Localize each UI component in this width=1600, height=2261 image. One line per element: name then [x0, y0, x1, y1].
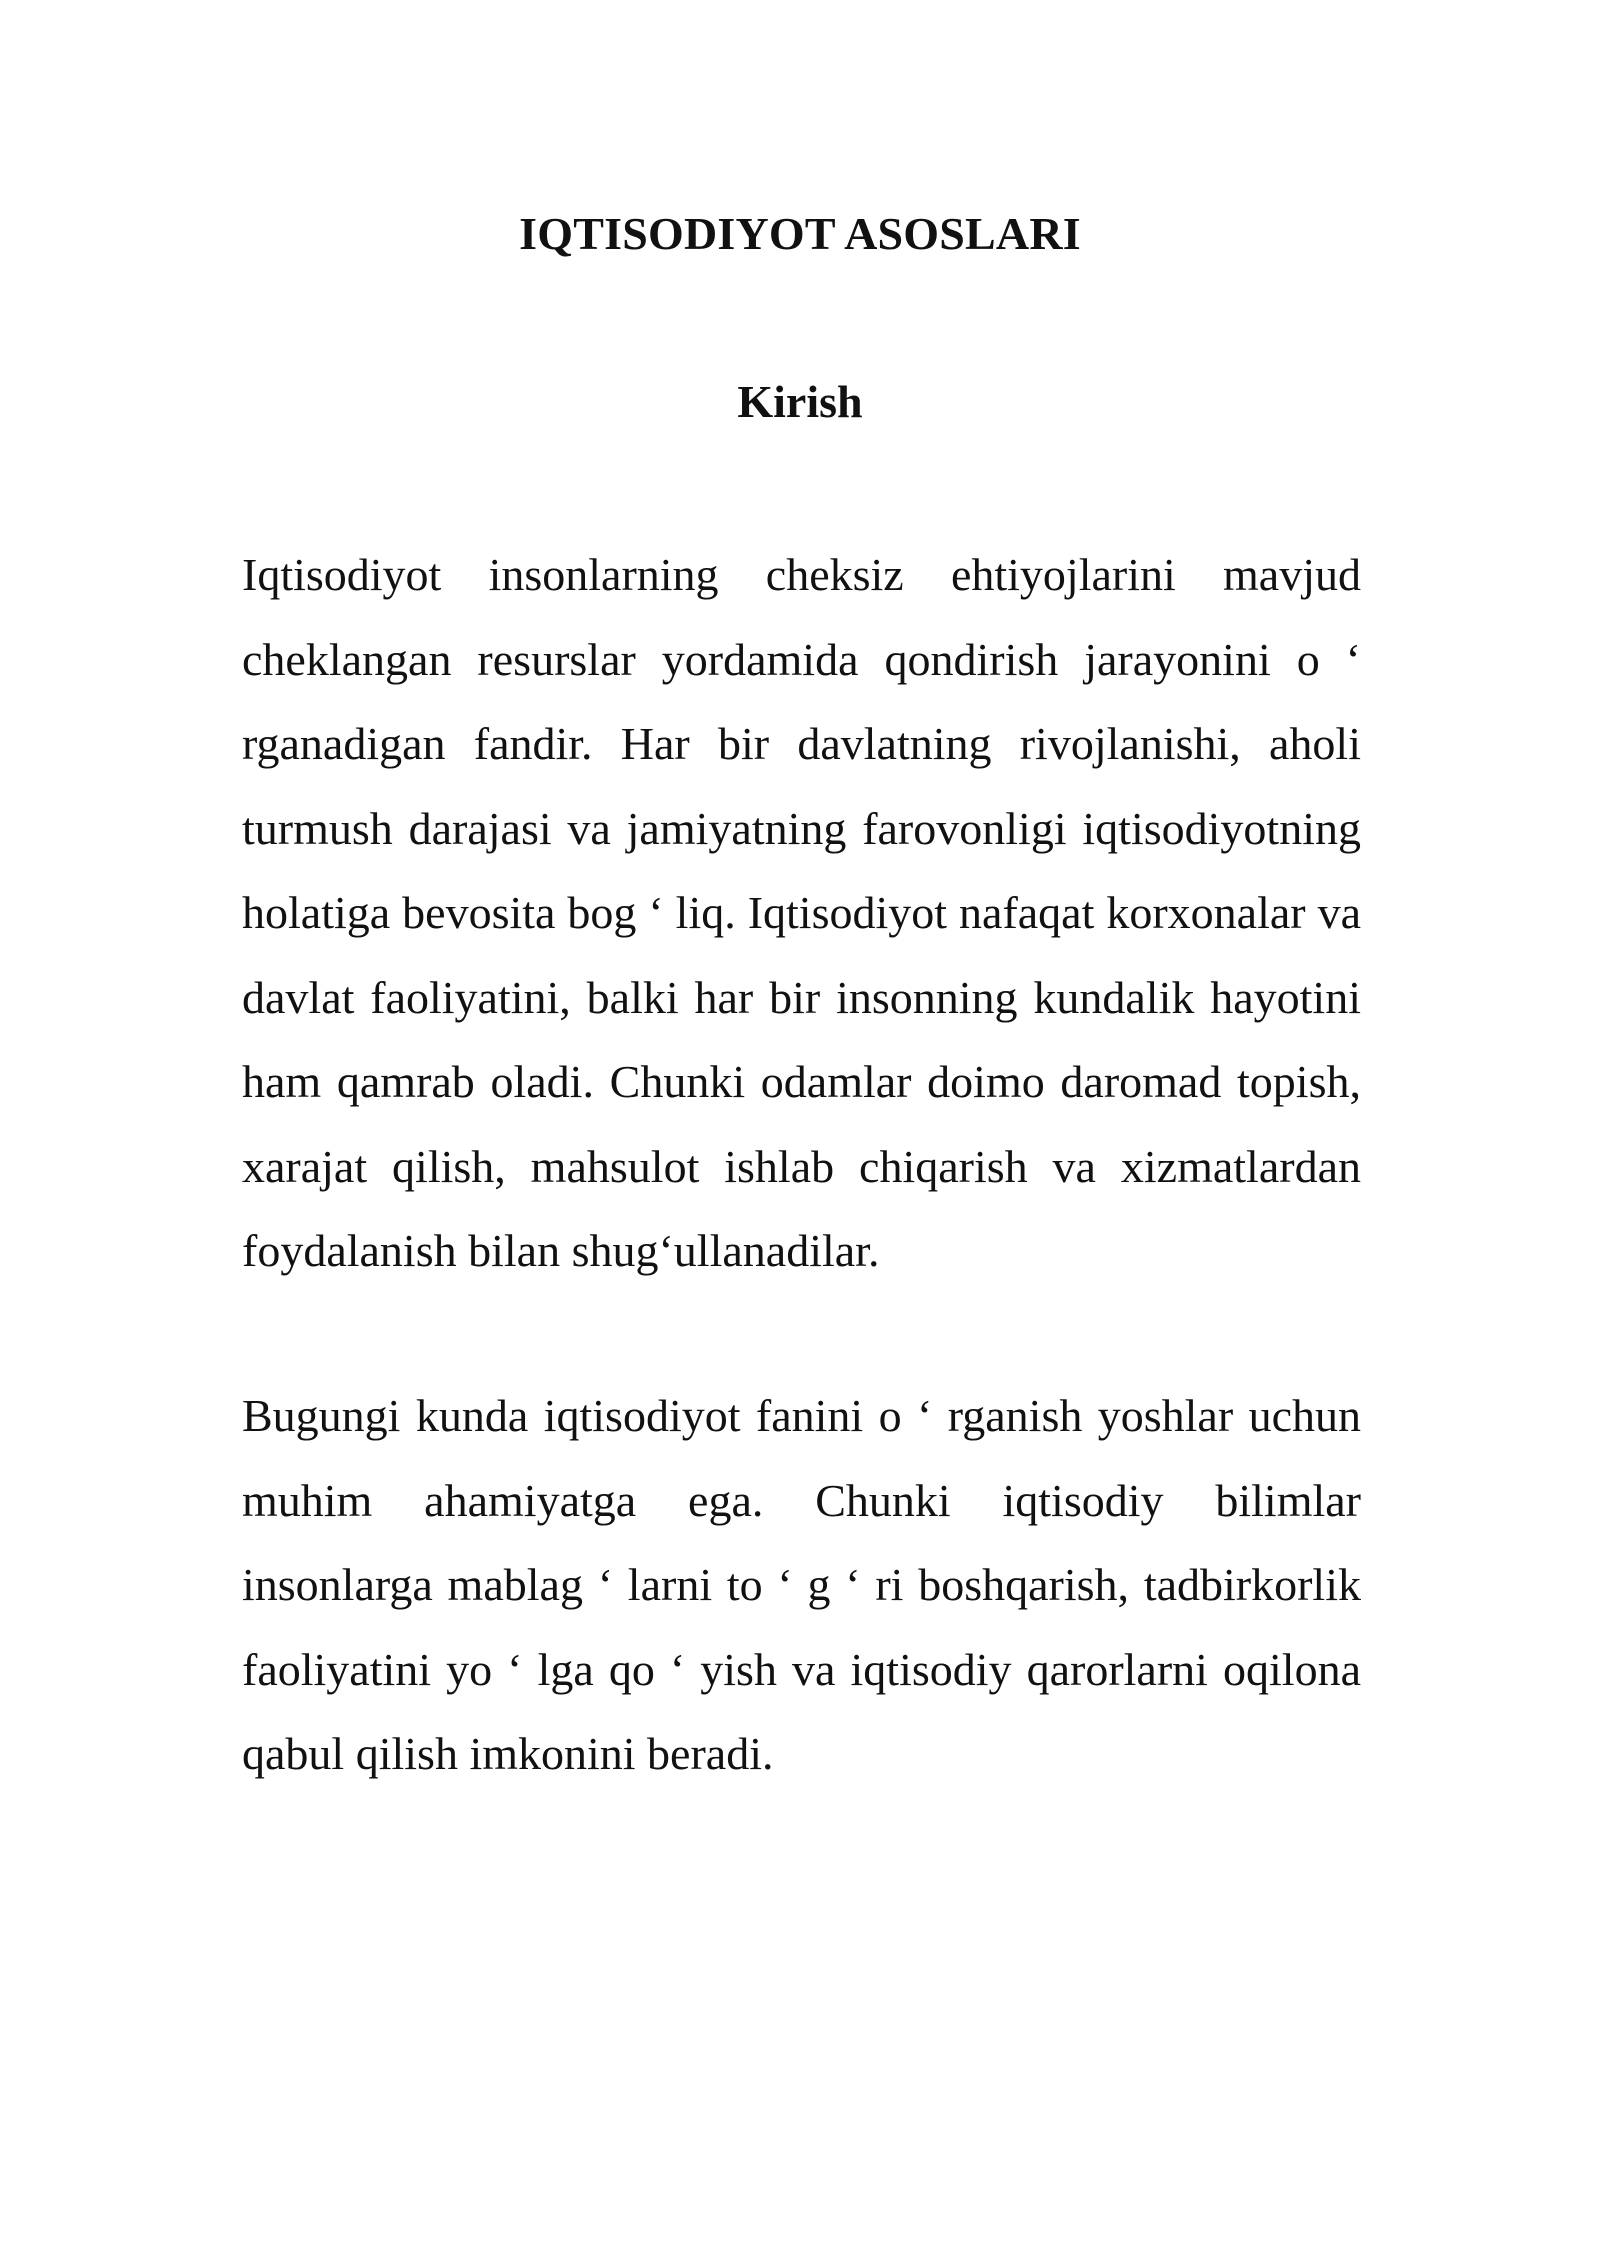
document-title: IQTISODIYOT ASOSLARI	[519, 208, 1081, 259]
paragraph: Iqtisodiyot insonlarning cheksiz ehtiyojlarini mavjud cheklangan resurslar yordamida qondirish jarayonini o ‘ rganadigan fandir. Har bir davlatning rivojlanishi, aholi turmush darajasi va jamiyatning farovonligi iqtisodiyotning holatiga bevosita bog ‘ liq. Iqtisodiyot nafaqat korxonalar va davlat faoliyatini, balki har bir insonning kundalik hayotini ham qamrab oladi. Chunki odamlar doimo daromad topish, xarajat qilish, mahsulot ishlab chiqarish va xizmatlardan foydalanish bilan shug‘ullanadilar.	[242, 549, 1361, 1276]
paragraph: Bugungi kunda iqtisodiyot fanini o ‘ rganish yoshlar uchun muhim ahamiyatga ega. Chunki iqtisodiy bilimlar insonlarga mablag ‘ larni to ‘ g ‘ ri boshqarish, tadbirkorlik faoliyatini yo ‘ lga qo ‘ yish va iqtisodiy qarorlarni oqilona qabul qilish imkonini beradi.	[242, 1390, 1361, 1779]
section-heading: Kirish	[737, 376, 863, 427]
